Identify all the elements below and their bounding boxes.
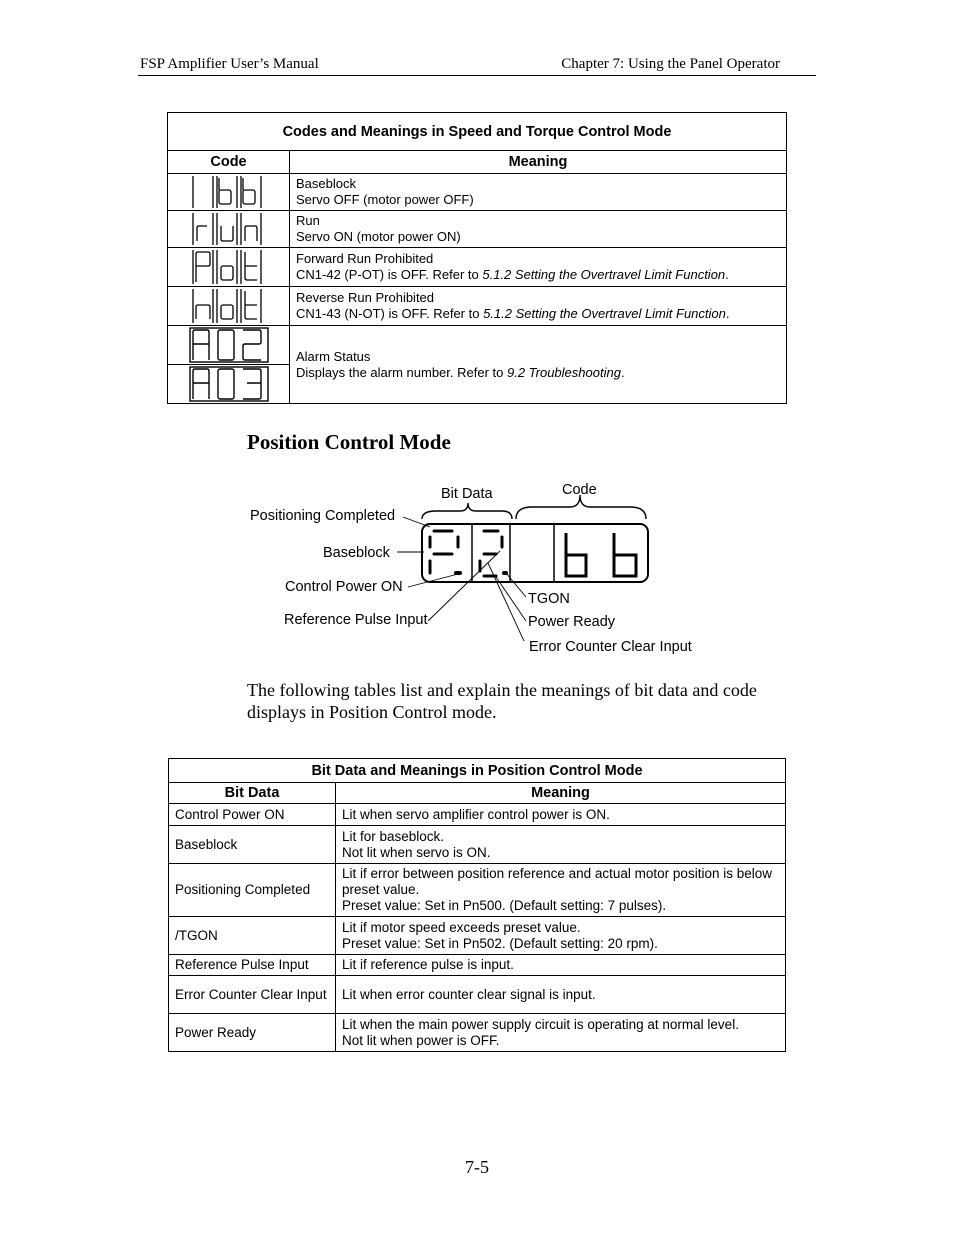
meaning-cell: Lit when error counter clear signal is input.: [336, 976, 786, 1014]
meaning-cell: Lit when the main power supply circuit is operating at normal level. Not lit when power is OFF.: [336, 1014, 786, 1052]
bit-data-cell: Positioning Completed: [169, 864, 336, 917]
seven-segment-run-icon: [191, 212, 267, 246]
row-title: Baseblock: [296, 176, 356, 191]
row-title: Alarm Status: [296, 348, 371, 364]
table-caption: Codes and Meanings in Speed and Torque Control Mode: [168, 113, 787, 151]
column-header-code: Code: [168, 151, 290, 174]
label-bit-data: Bit Data: [441, 486, 493, 502]
bit-data-cell: /TGON: [169, 917, 336, 955]
table-row: [169, 955, 786, 976]
label-error-counter-clear-input: Error Counter Clear Input: [529, 639, 692, 655]
bit-data-cell: Reference Pulse Input: [169, 955, 336, 976]
segment-code-run: [168, 211, 290, 248]
table-row: [169, 917, 786, 955]
label-baseblock: Baseblock: [323, 545, 390, 561]
table-row: [169, 804, 786, 826]
label-reference-pulse-input: Reference Pulse Input: [284, 612, 428, 628]
section-title: Position Control Mode: [247, 430, 451, 454]
bit-data-segments-2: [480, 531, 506, 576]
row-description: Servo ON (motor power ON): [296, 229, 461, 244]
table-row: [169, 826, 786, 864]
seven-segment-a02-icon: [189, 327, 269, 363]
intro-paragraph: The following tables list and explain the meanings of bit data and code displays in Position Control mode.: [247, 680, 757, 722]
column-header-meaning: Meaning: [290, 151, 787, 174]
row-title: Reverse Run Prohibited: [296, 290, 435, 305]
table-row: [168, 174, 787, 211]
row-title: Forward Run Prohibited: [296, 251, 434, 266]
seven-segment-bb-icon: [191, 175, 267, 209]
panel-display-diagram: [240, 475, 710, 665]
bit-data-segments-1: [430, 531, 460, 573]
bit-data-cell: Power Ready: [169, 1014, 336, 1052]
speed-torque-codes-table: [167, 112, 787, 404]
label-control-power-on: Control Power ON: [285, 579, 403, 595]
seven-segment-pot-icon: [191, 249, 267, 285]
page-number: 7-5: [465, 1157, 489, 1177]
label-tgon: TGON: [528, 591, 570, 607]
seven-segment-a03-icon: [189, 366, 269, 402]
table-row: [169, 976, 786, 1014]
table-row: [168, 287, 787, 326]
segment-code-not: [168, 287, 290, 326]
seven-segment-not-icon: [191, 288, 267, 324]
row-description: Servo OFF (motor power OFF): [296, 192, 474, 207]
row-description: Displays the alarm number. Refer to 9.2 Troubleshooting.: [296, 364, 625, 380]
meaning-cell: Lit if motor speed exceeds preset value. Preset value: Set in Pn502. (Default setting: 20 rpm).: [336, 917, 786, 955]
table-row: [169, 1014, 786, 1052]
running-header-chapter: Chapter 7: Using the Panel Operator: [561, 56, 780, 72]
label-code: Code: [562, 482, 597, 498]
code-digits-bb: [566, 533, 636, 576]
table-row: [168, 211, 787, 248]
column-header-bit-data: Bit Data: [169, 783, 336, 804]
bit-data-cell: Baseblock: [169, 826, 336, 864]
meaning-cell: Lit for baseblock. Not lit when servo is ON.: [336, 826, 786, 864]
label-power-ready: Power Ready: [528, 614, 616, 630]
position-bit-data-table: [168, 758, 786, 1052]
table-row: [169, 864, 786, 917]
meaning-cell: Lit when servo amplifier control power is ON.: [336, 804, 786, 826]
bit-data-cell: Error Counter Clear Input: [169, 976, 336, 1014]
row-description: CN1-42 (P-OT) is OFF. Refer to 5.1.2 Setting the Overtravel Limit Function.: [296, 267, 729, 282]
table-row: [168, 326, 787, 365]
segment-code-bb: [168, 174, 290, 211]
table-row: [168, 248, 787, 287]
row-description: CN1-43 (N-OT) is OFF. Refer to 5.1.2 Setting the Overtravel Limit Function.: [296, 306, 730, 321]
header-rule: [138, 75, 816, 76]
column-header-meaning: Meaning: [336, 783, 786, 804]
table-caption: Bit Data and Meanings in Position Control Mode: [169, 759, 786, 783]
segment-code-pot: [168, 248, 290, 287]
meaning-cell: Lit if reference pulse is input.: [336, 955, 786, 976]
label-positioning-completed: Positioning Completed: [250, 508, 396, 524]
running-header-title: FSP Amplifier User’s Manual: [140, 56, 319, 72]
row-title: Run: [296, 213, 320, 228]
segment-code-a02: [168, 326, 290, 365]
bit-data-cell: Control Power ON: [169, 804, 336, 826]
meaning-cell: Lit if error between position reference and actual motor position is below preset value. Preset value: Set in Pn500. (Default setting: 7 pulses).: [336, 864, 786, 917]
segment-code-a03: [168, 365, 290, 404]
